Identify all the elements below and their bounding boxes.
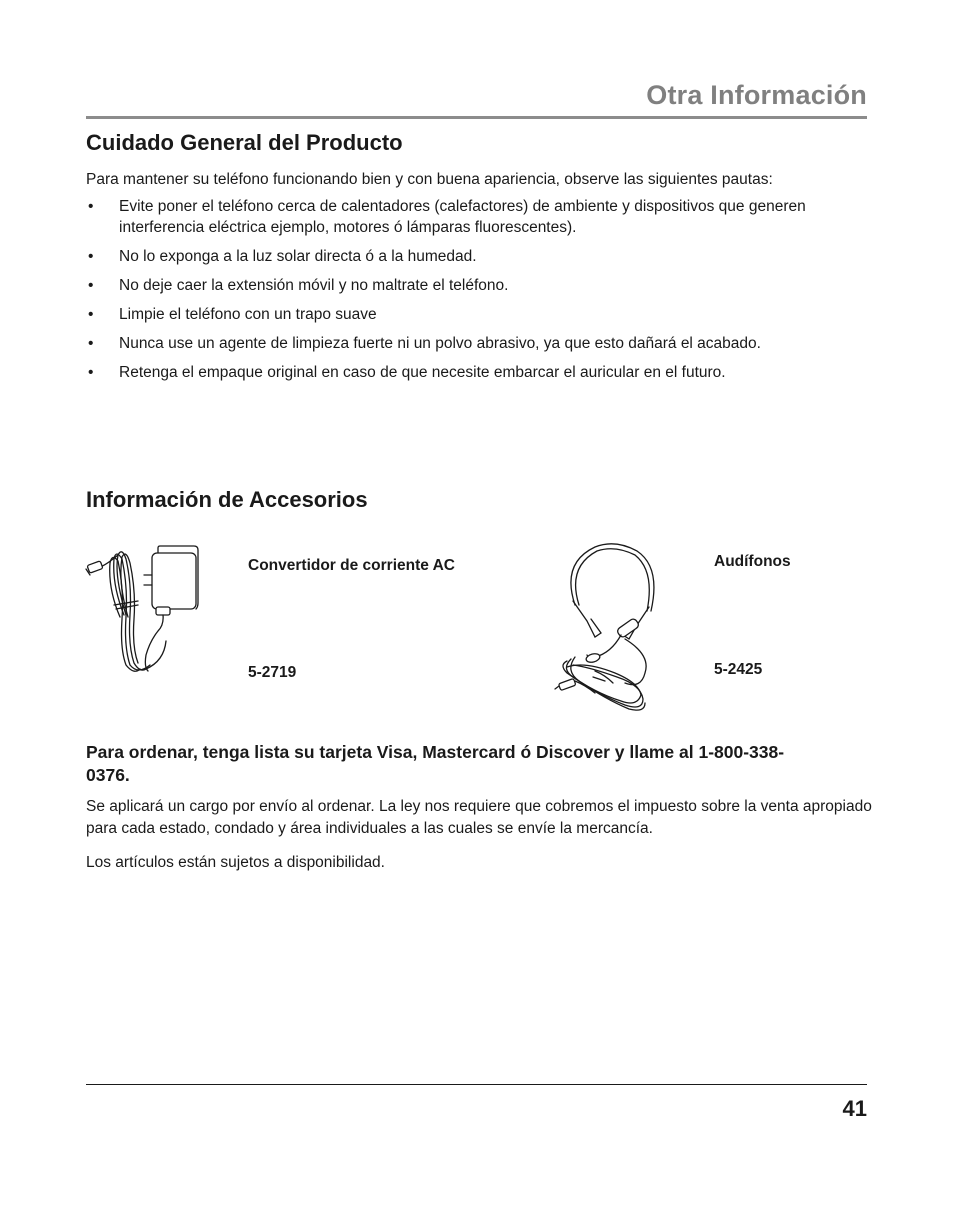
bullet-text: No deje caer la extensión móvil y no maltrate el teléfono.: [119, 277, 509, 294]
order-paragraph: Se aplicará un cargo por envío al ordenar. La ley nos requiere que cobremos el impuesto sobre la venta apropiado para cada estado, condado y área individuales a las cuales se envíe la mercancía.: [86, 798, 872, 837]
bullet-text: No lo exponga a la luz solar directa ó a la humedad.: [119, 248, 477, 265]
bullet-icon: •: [88, 364, 94, 381]
accessories-heading: Información de Accesorios: [86, 487, 368, 512]
footer-rule: [86, 1084, 867, 1085]
accessory-part-number: 5-2425: [714, 661, 763, 678]
list-item: [86, 362, 876, 383]
headset-icon: [555, 543, 665, 723]
page-number: 41: [842, 1096, 867, 1121]
order-heading: Para ordenar, tenga lista su tarjeta Visa, Mastercard ó Discover y llame al 1-800-338-0376.: [86, 742, 785, 785]
availability-note: Los artículos están sujetos a disponibilidad.: [86, 854, 385, 871]
list-item: [86, 304, 876, 325]
bullet-text: Nunca use un agente de limpieza fuerte ni un polvo abrasivo, ya que esto dañará el acabado.: [119, 335, 761, 352]
list-item: [86, 333, 876, 354]
accessory-name: Audífonos: [714, 553, 791, 570]
bullet-icon: •: [88, 198, 94, 215]
header-rule: [86, 116, 867, 119]
section-title: Otra Información: [646, 80, 867, 110]
care-intro: Para mantener su teléfono funcionando bien y con buena apariencia, observe las siguientes pautas:: [86, 171, 773, 188]
bullet-text: Retenga el empaque original en caso de que necesite embarcar el auricular en el futuro.: [119, 364, 726, 381]
bullet-icon: •: [88, 248, 94, 265]
care-bullet-list: [86, 196, 876, 391]
bullet-text: Limpie el teléfono con un trapo suave: [119, 306, 377, 323]
bullet-text: Evite poner el teléfono cerca de calentadores (calefactores) de ambiente y dispositivos que generen interferencia eléctrica ejemplo, motores ó lámparas fluorescentes).: [119, 198, 806, 236]
bullet-icon: •: [88, 277, 94, 294]
bullet-icon: •: [88, 306, 94, 323]
list-item: [86, 275, 876, 296]
bullet-icon: •: [88, 335, 94, 352]
list-item: [86, 196, 876, 238]
accessory-part-number: 5-2719: [248, 664, 297, 681]
care-heading: Cuidado General del Producto: [86, 130, 403, 155]
accessory-name: Convertidor de corriente AC: [248, 557, 455, 574]
ac-adapter-icon: [84, 545, 214, 675]
list-item: [86, 246, 876, 267]
